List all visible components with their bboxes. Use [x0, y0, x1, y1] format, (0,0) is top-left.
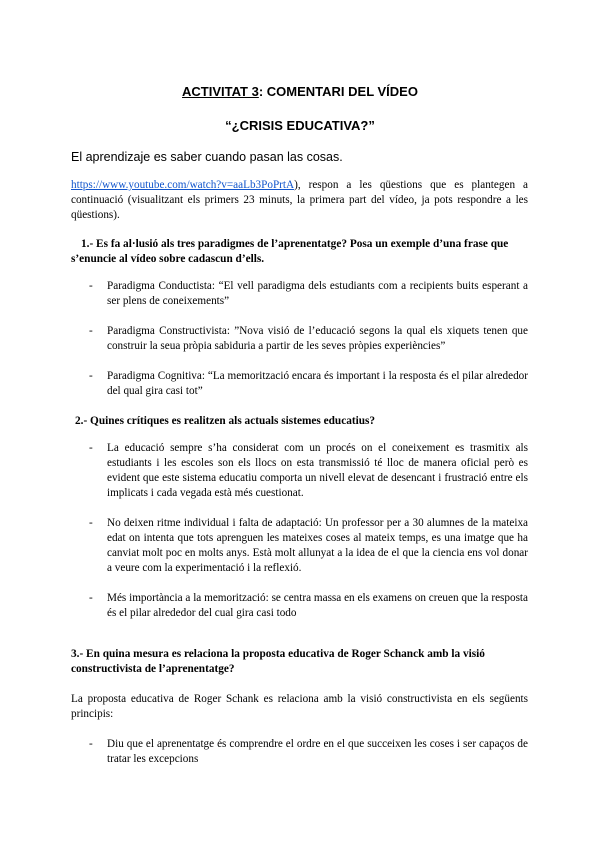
list-item — [71, 591, 528, 621]
question-1-heading: 1.- Es fa al·lusió als tres paradigmes de l’aprenentatge? Posa un exemple d’una frase que s’enuncie al vídeo sobre cadascun d’ells. — [71, 238, 509, 265]
list-item-text: Diu que el aprenentatge és comprendre el ordre en el que succeixen les coses i ser capaços de tratar les excepcions — [107, 738, 528, 765]
list-item-text: La educació sempre s’ha considerat com un procés on el coneixement es trasmitix als estudiants i les escoles son els llocs on esta transmissió té lloc de manera oficial però es evident que este sistema educatiu comporta un nivell elevat de desencant i frustració entre els implicats i cada vegada està més cuestionat. — [107, 442, 528, 499]
list-item-text: No deixen ritme individual i falta de adaptació: Un professor per a 30 alumnes de la mateixa edat on intenta que tots aprenguen les mateixes coses al mateix temps, es una imatge que ha canviat molt poc en molts anys. Està molt allunyat a la idea de el que la ciencia ens vol donar a veure com la experimentació i la reflexió. — [107, 517, 528, 574]
opening-quote: El aprendizaje es saber cuando pasan las cosas. — [71, 150, 343, 164]
list-item — [71, 516, 528, 576]
question-3-answer: La proposta educativa de Roger Schank es relaciona amb la visió constructivista en els següents principis: — [71, 693, 528, 720]
bullet-marker: - — [89, 280, 93, 292]
question-2-heading: 2.- Quines crítiques es realitzen als actuals sistemes educatius? — [75, 415, 376, 427]
intro-paragraph — [71, 178, 528, 223]
question-3-answer-list — [71, 737, 528, 767]
activity-title-number: ACTIVITAT 3 — [182, 84, 259, 99]
list-item — [71, 441, 528, 501]
video-title: “¿CRISIS EDUCATIVA?” — [225, 118, 375, 133]
bullet-marker: - — [89, 325, 93, 337]
bullet-marker: - — [89, 370, 93, 382]
bullet-marker: - — [89, 592, 93, 604]
list-item — [71, 737, 528, 767]
question-1-answer-list — [71, 279, 528, 414]
bullet-marker: - — [89, 517, 93, 529]
question-3-heading: 3.- En quina mesura es relaciona la proposta educativa de Roger Schanck amb la visió constructivista de l’aprenentatge? — [71, 648, 485, 675]
intro-text: ), respon a les qüestions que es plantegen a continuació (visualitzant els primers 23 minuts, la primera part del vídeo, ja pots respondre a les qüestions). — [71, 179, 528, 221]
question-2-answer-list — [71, 441, 528, 636]
list-item-text: Paradigma Conductista: “El vell paradigma dels estudiants com a recipients buits esperant a ser plens de coneixements” — [107, 280, 528, 307]
video-link[interactable]: https://www.youtube.com/watch?v=aaLb3PoPrtA — [71, 179, 295, 191]
list-item — [71, 279, 528, 309]
bullet-marker: - — [89, 738, 93, 750]
activity-title-rest: : COMENTARI DEL VÍDEO — [258, 84, 418, 99]
list-item — [71, 324, 528, 354]
list-item — [71, 369, 528, 399]
bullet-marker: - — [89, 442, 93, 454]
list-item-text: Paradigma Constructivista: ”Nova visió de l’educació segons la qual els xiquets tenen que construir la seua pròpia sabiduria a partir de les seves pròpies experiències” — [107, 325, 528, 352]
list-item-text: Paradigma Cognitiva: “La memorització encara és important i la resposta és el pilar alrededor del qual gira casi tot” — [107, 370, 528, 397]
activity-title — [0, 84, 600, 99]
list-item-text: Més importància a la memorització: se centra massa en els examens on creuen que la resposta és el pilar alrededor del cual gira casi todo — [107, 592, 528, 619]
